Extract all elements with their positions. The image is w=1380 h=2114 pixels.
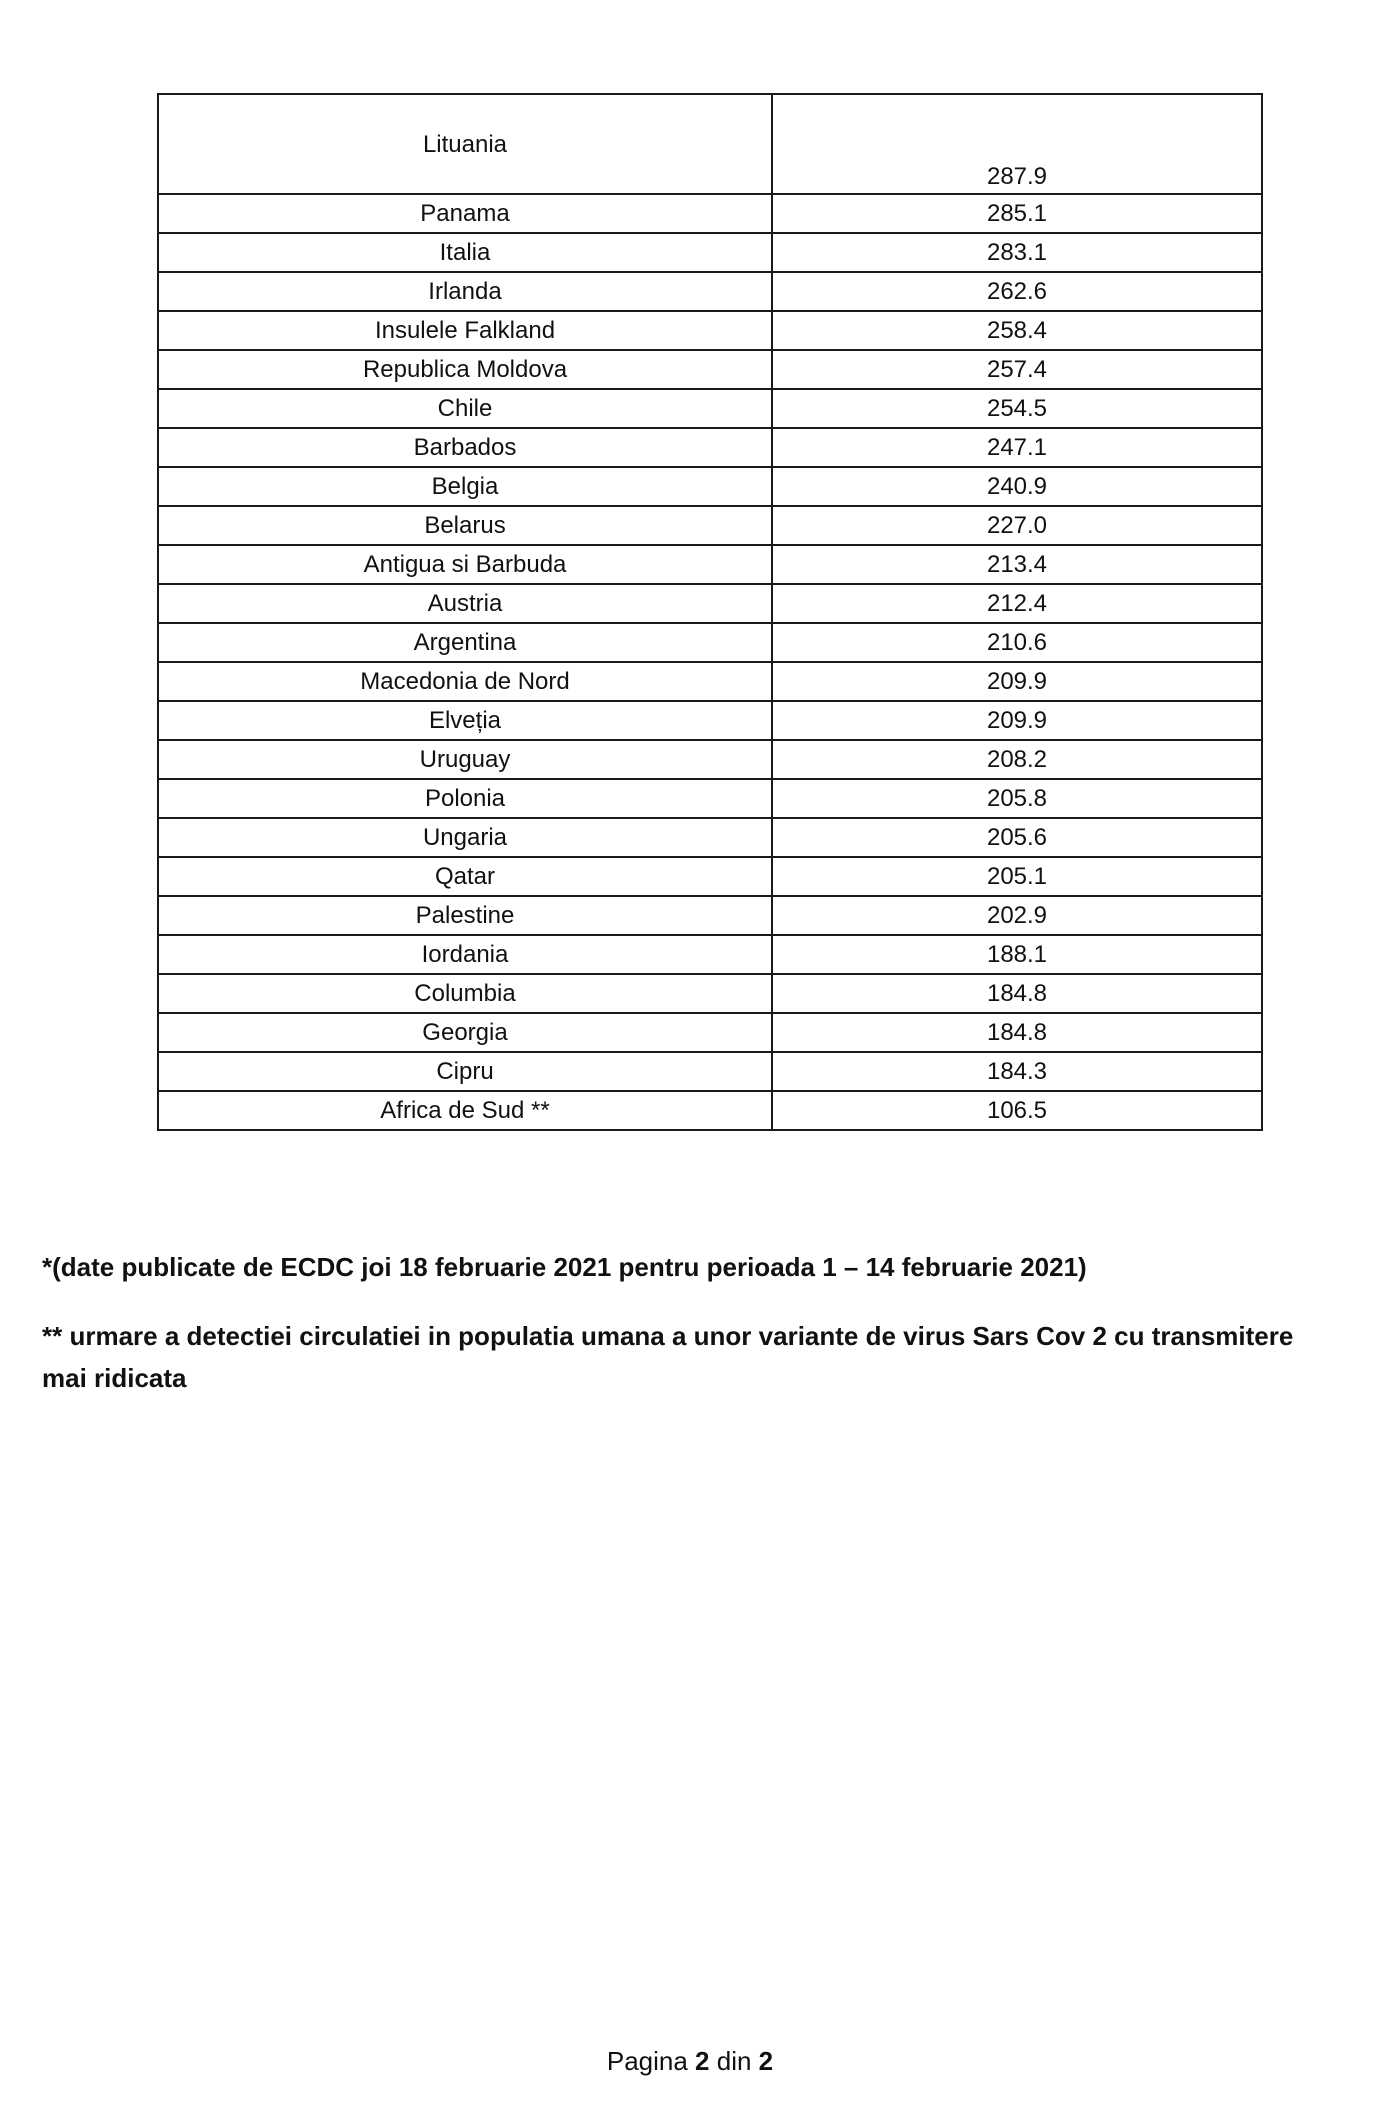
footnote-variant-note: ** urmare a detectiei circulatiei in populatia umana a unor variante de virus Sars Cov 2 cu transmitere mai ridicata	[42, 1321, 1294, 1393]
country-cell: Africa de Sud **	[158, 1091, 772, 1130]
value-cell: 208.2	[772, 740, 1262, 779]
value-cell: 227.0	[772, 506, 1262, 545]
country-cell: Georgia	[158, 1013, 772, 1052]
value-cell: 247.1	[772, 428, 1262, 467]
table-row	[158, 896, 1262, 935]
country-cell: Belarus	[158, 506, 772, 545]
table-row	[158, 545, 1262, 584]
country-cell: Columbia	[158, 974, 772, 1013]
value-cell: 205.8	[772, 779, 1262, 818]
table-row	[158, 1013, 1262, 1052]
country-cell: Polonia	[158, 779, 772, 818]
country-cell: Argentina	[158, 623, 772, 662]
table-row	[158, 428, 1262, 467]
total-page-number: 2	[758, 2046, 774, 2076]
table-row	[158, 1091, 1262, 1130]
value-cell: 262.6	[772, 272, 1262, 311]
table-row	[158, 233, 1262, 272]
value-cell: 202.9	[772, 896, 1262, 935]
table-row	[158, 1052, 1262, 1091]
table-row	[158, 194, 1262, 233]
table-row	[158, 779, 1262, 818]
table-row	[158, 311, 1262, 350]
table-row	[158, 818, 1262, 857]
country-incidence-table	[157, 93, 1263, 1131]
page-number-footer	[0, 2046, 1380, 2077]
table-row	[158, 506, 1262, 545]
value-cell: 209.9	[772, 662, 1262, 701]
value-cell: 254.5	[772, 389, 1262, 428]
country-cell: Uruguay	[158, 740, 772, 779]
value-cell: 205.6	[772, 818, 1262, 857]
current-page-number: 2	[695, 2046, 710, 2076]
table-row	[158, 272, 1262, 311]
country-cell: Italia	[158, 233, 772, 272]
table-row	[158, 701, 1262, 740]
page-label: Pagina	[606, 2046, 696, 2076]
value-cell: 258.4	[772, 311, 1262, 350]
country-cell: Ungaria	[158, 818, 772, 857]
country-cell: Irlanda	[158, 272, 772, 311]
country-cell: Lituania	[158, 94, 772, 194]
country-cell: Panama	[158, 194, 772, 233]
value-cell: 209.9	[772, 701, 1262, 740]
table-body	[158, 94, 1262, 1130]
country-cell: Republica Moldova	[158, 350, 772, 389]
value-cell: 212.4	[772, 584, 1262, 623]
value-cell: 285.1	[772, 194, 1262, 233]
table-row	[158, 94, 1262, 194]
country-cell: Elveția	[158, 701, 772, 740]
value-cell: 106.5	[772, 1091, 1262, 1130]
country-cell: Cipru	[158, 1052, 772, 1091]
country-cell: Belgia	[158, 467, 772, 506]
value-cell: 287.9	[772, 94, 1262, 194]
country-cell: Palestine	[158, 896, 772, 935]
table-row	[158, 974, 1262, 1013]
country-cell: Iordania	[158, 935, 772, 974]
value-cell: 184.3	[772, 1052, 1262, 1091]
value-cell: 184.8	[772, 974, 1262, 1013]
table-row	[158, 350, 1262, 389]
country-cell: Insulele Falkland	[158, 311, 772, 350]
country-cell: Chile	[158, 389, 772, 428]
value-cell: 283.1	[772, 233, 1262, 272]
page-of-label: din	[709, 2046, 759, 2076]
country-cell: Qatar	[158, 857, 772, 896]
country-cell: Antigua si Barbuda	[158, 545, 772, 584]
value-cell: 210.6	[772, 623, 1262, 662]
value-cell: 257.4	[772, 350, 1262, 389]
table-row	[158, 623, 1262, 662]
value-cell: 240.9	[772, 467, 1262, 506]
table-row	[158, 467, 1262, 506]
country-cell: Austria	[158, 584, 772, 623]
country-cell: Barbados	[158, 428, 772, 467]
table-row	[158, 935, 1262, 974]
country-cell: Macedonia de Nord	[158, 662, 772, 701]
table-row	[158, 740, 1262, 779]
value-cell: 184.8	[772, 1013, 1262, 1052]
table-row	[158, 662, 1262, 701]
value-cell: 205.1	[772, 857, 1262, 896]
value-cell: 213.4	[772, 545, 1262, 584]
footnote-ecdc-source: *(date publicate de ECDC joi 18 februarie 2021 pentru perioada 1 – 14 februarie 2021)	[42, 1252, 1087, 1282]
table-row	[158, 389, 1262, 428]
value-cell: 188.1	[772, 935, 1262, 974]
table-row	[158, 857, 1262, 896]
table-row	[158, 584, 1262, 623]
